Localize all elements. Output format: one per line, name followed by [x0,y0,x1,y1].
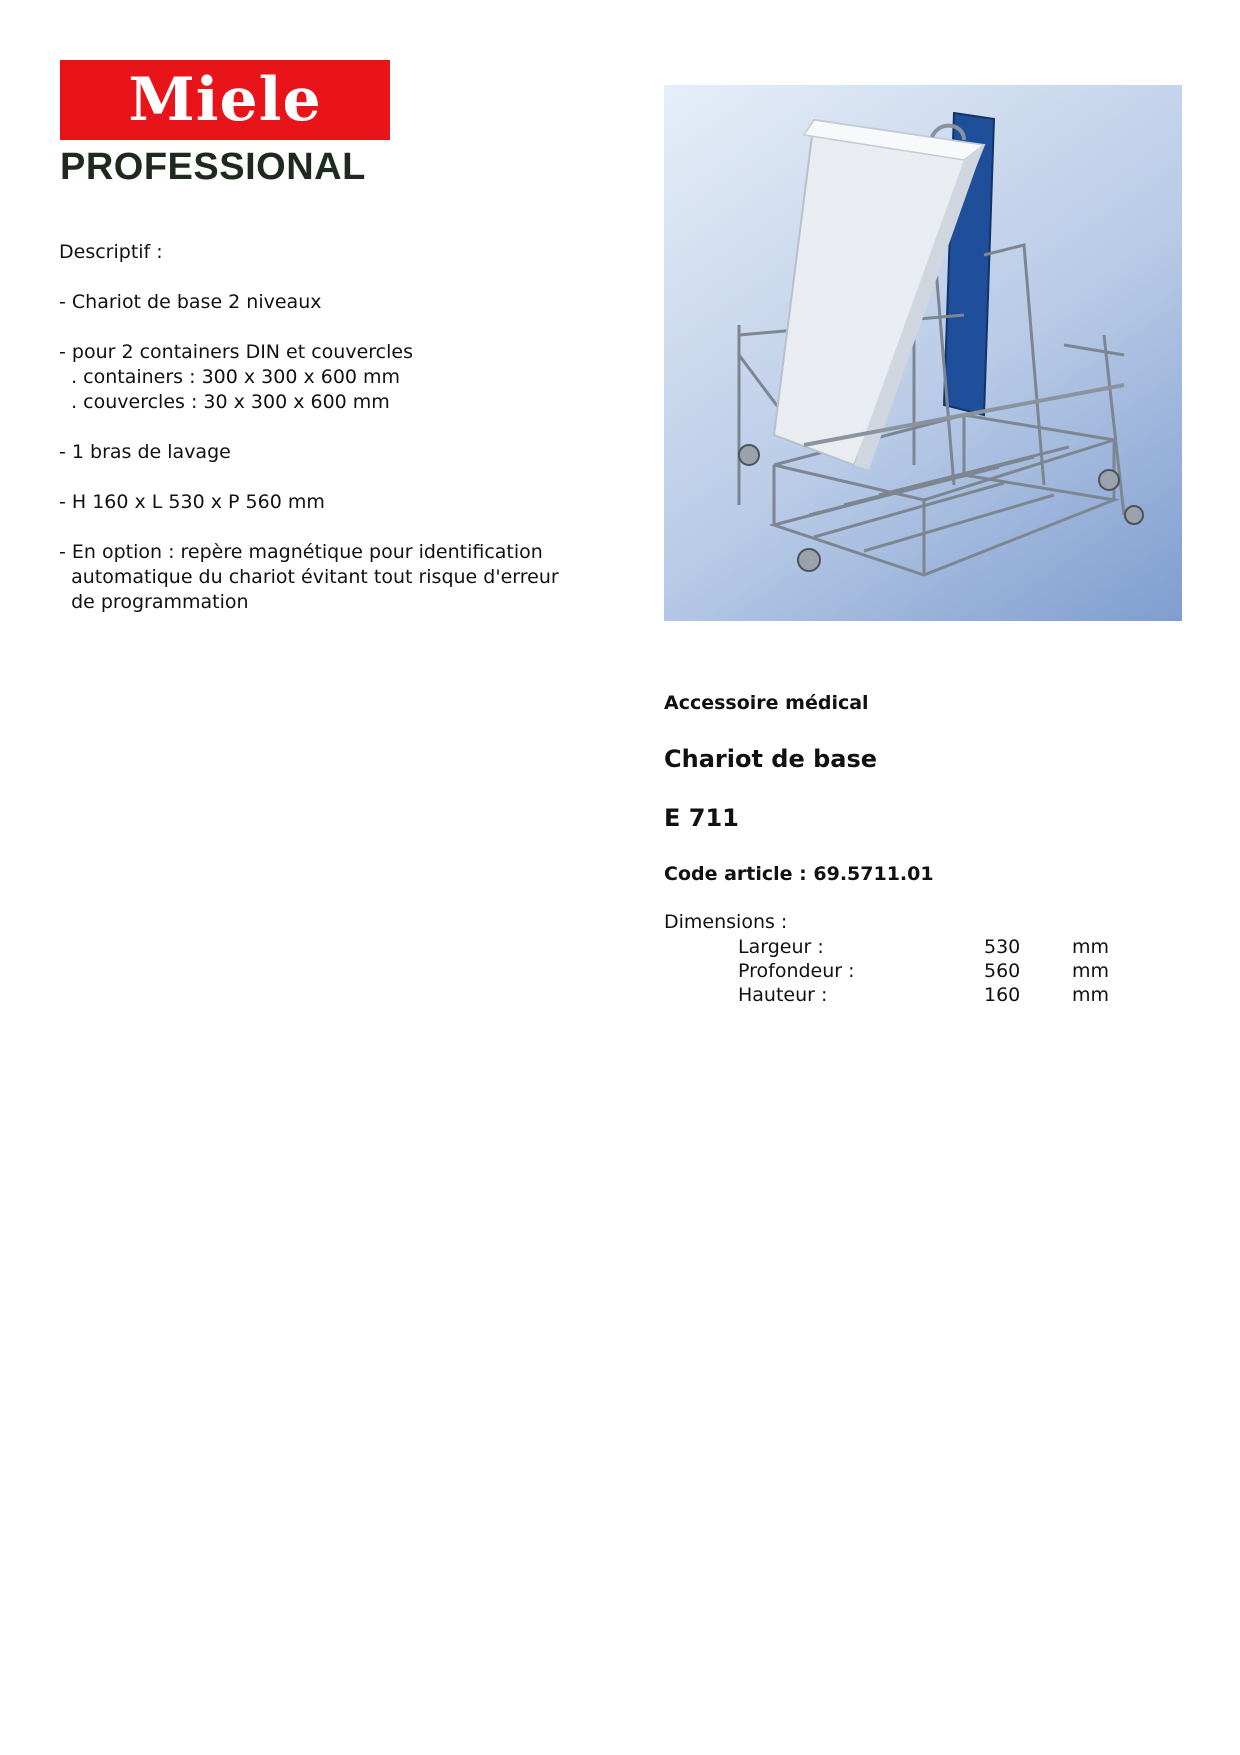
dimension-label: Hauteur : [738,984,828,1006]
description-line: - Chariot de base 2 niveaux [59,291,322,313]
product-photo [664,85,1182,621]
dimension-value: 560 [984,960,1021,982]
description-item [59,340,619,415]
description-line: . containers : 300 x 300 x 600 mm [59,366,401,388]
dimension-unit: mm [1072,984,1110,1006]
product-name: Chariot de base [664,745,878,773]
dimension-unit: mm [1072,960,1110,982]
dimension-value: 160 [984,984,1021,1006]
description-line: . couvercles : 30 x 300 x 600 mm [59,391,390,413]
description-line: - pour 2 containers DIN et couvercles [59,341,413,363]
logo-subtitle: PROFESSIONAL [60,146,366,188]
product-info [664,690,1184,1007]
dimension-row [664,935,1184,959]
dimension-label: Largeur : [738,936,824,958]
dimensions-title: Dimensions : [664,911,788,933]
product-category: Accessoire médical [664,692,869,714]
description-line: de programmation [59,591,249,613]
description-line: - En option : repère magnétique pour identification [59,541,543,563]
description-item [59,540,619,615]
dimension-unit: mm [1072,936,1110,958]
description-line: automatique du chariot évitant tout risque d'erreur [59,566,559,588]
description-line: - 1 bras de lavage [59,441,231,463]
miele-professional-logo [60,60,390,195]
description-line: - H 160 x L 530 x P 560 mm [59,491,325,513]
dimension-value: 530 [984,936,1021,958]
dimension-row [664,983,1184,1007]
description-item [59,440,619,465]
logo-brand-text: Miele [128,65,322,135]
description-title: Descriptif : [59,241,163,263]
dimension-row [664,959,1184,983]
article-code: Code article : 69.5711.01 [664,863,934,885]
description-item [59,490,619,515]
dimension-label: Profondeur : [738,960,855,982]
description-block [59,240,619,640]
description-item [59,290,619,315]
product-model: E 711 [664,804,739,832]
cart-illustration [664,85,1182,621]
logo-brand-box [60,60,390,140]
